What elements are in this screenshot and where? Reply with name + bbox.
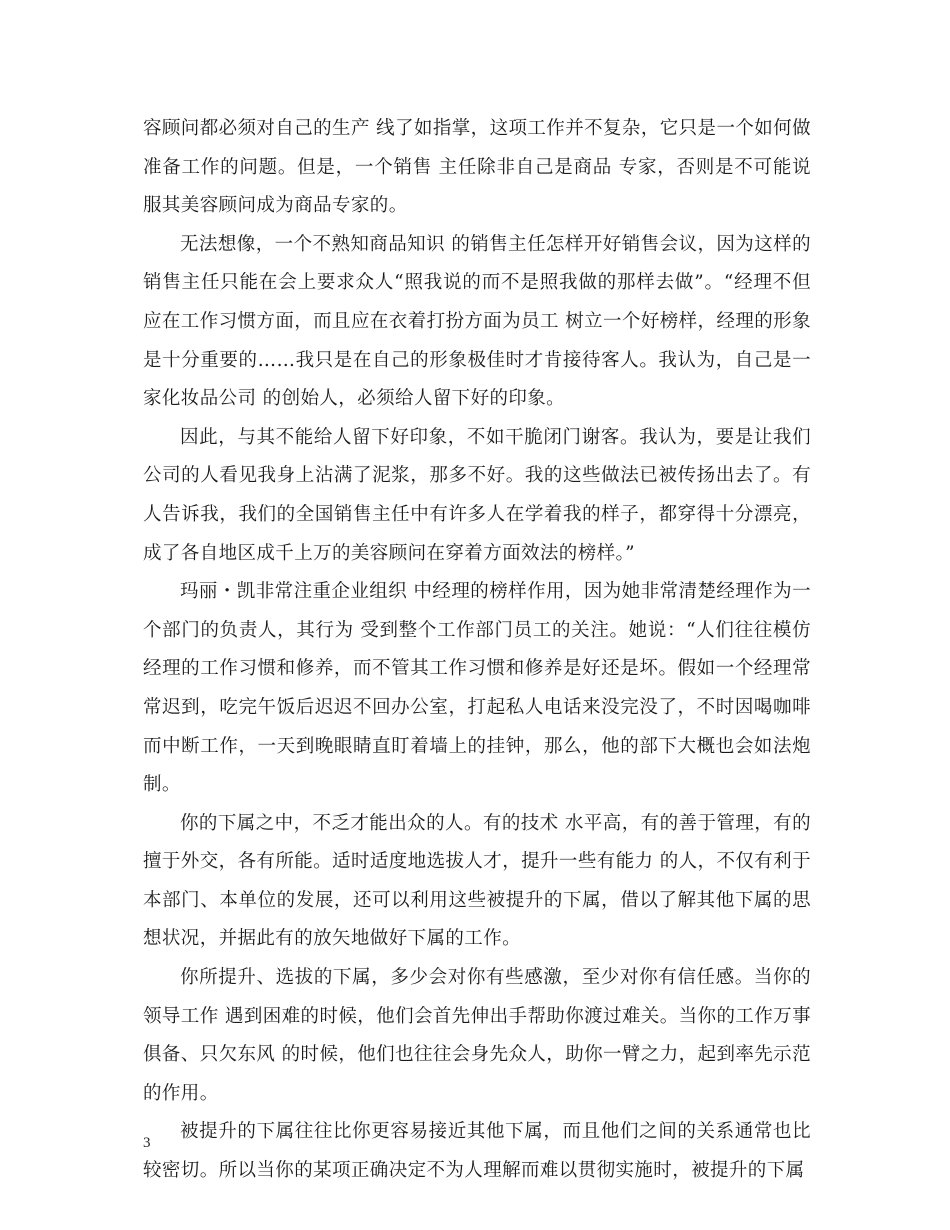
document-body [143, 110, 811, 1191]
paragraph-2: 无法想像，一个不熟知商品知识 的销售主任怎样开好销售会议，因为这样的销售主任只能在会上要求众人“照我说的而不是照我做的那样去做”。“经理不但应在工作习惯方面，而且应在衣着打扮方面为员工 树立一个好榜样，经理的形象是十分重要的……我只是在自己的形象极佳时才肯接待客人。我认为，自己是一家化妆品公司 的创始人，必须给人留下好的印象。 [143, 233, 811, 410]
paragraph-1: 容顾问都必须对自己的生产 线了如指掌，这项工作并不复杂，它只是一个如何做准备工作的问题。但是，一个销售 主任除非自己是商品 专家，否则是不可能说服其美容顾问成为商品专家的。 [143, 118, 811, 217]
paragraph-6: 你所提升、选拔的下属，多少会对你有些感激，至少对你有信任感。当你的领导工作 遇到困难的时候，他们会首先伸出手帮助你渡过难关。当你的工作万事俱备、只欠东风 的时候，他们也往往会身先众人，助你一臂之力，起到率先示范的作用。 [143, 967, 811, 1104]
page-number: 3 [143, 1135, 151, 1151]
paragraph-4: 玛丽・凯非常注重企业组织 中经理的榜样作用，因为她非常清楚经理作为一个部门的负责人，其行为 受到整个工作部门员工的关注。她说：“人们往往模仿经理的工作习惯和修养，而不管其工作习惯和修养是好还是坏。假如一个经理常常迟到，吃完午饭后迟迟不回办公室，打起私人电话来没完没了，不时因喝咖啡而中断工作，一天到晚眼睛直盯着墙上的挂钟，那么，他的部下大概也会如法炮制。 [143, 581, 811, 796]
paragraph-3: 因此，与其不能给人留下好印象，不如干脆闭门谢客。我认为，要是让我们公司的人看见我身上沾满了泥浆，那多不好。我的这些做法已被传扬出去了。有人告诉我，我们的全国销售主任中有许多人在学着我的样子，都穿得十分漂亮，成了各自地区成千上万的美容顾问在穿着方面效法的榜样。” [143, 426, 811, 564]
paragraph-7: 被提升的下属往往比你更容易接近其他下属，而且他们之间的关系通常也比较密切。所以当你的某项正确决定不为人理解而难以贯彻实施时，被提升的下属 [143, 1121, 811, 1182]
paragraph-5: 你的下属之中，不乏才能出众的人。有的技术 水平高，有的善于管理，有的擅于外交，各有所能。适时适度地选拔人才，提升一些有能力 的人，不仅有利于本部门、本单位的发展，还可以利用这些被提升的下属，借以了解其他下属的思想状况，并据此有的放矢地做好下属的工作。 [143, 812, 811, 950]
